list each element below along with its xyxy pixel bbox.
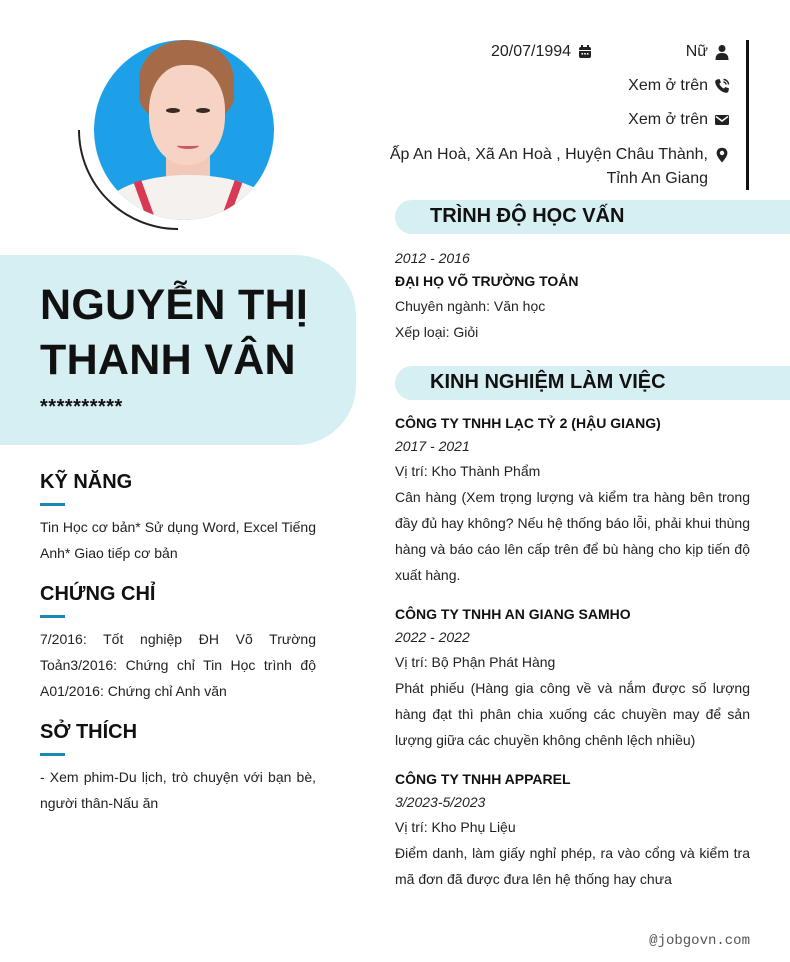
phone-icon (714, 78, 730, 94)
certificates-section (40, 583, 316, 704)
job-position: Vị trí: Kho Thành Phẩm (395, 463, 541, 479)
envelope-icon (714, 112, 730, 128)
skills-text: Tin Học cơ bản* Sử dụng Word, Excel Tiếng Anh* Giao tiếp cơ bản (40, 519, 316, 561)
job-description: Điểm danh, làm giấy nghỉ phép, ra vào cổng và kiểm tra mã đơn đã được đưa lên hệ thống hay chưa (395, 845, 750, 887)
contact-dob (491, 40, 593, 64)
job-period: 2022 - 2022 (395, 629, 470, 645)
contact-phone[interactable] (628, 74, 730, 98)
section-title: KỸ NĂNG (40, 471, 133, 493)
address-value (390, 143, 708, 191)
experience-item (395, 768, 750, 892)
section-title: CHỨNG CHỈ (40, 583, 156, 605)
experience-item (395, 603, 750, 753)
hobbies-text: - Xem phim-Du lịch, trò chuyện với bạn bè, người thân-Nấu ăn (40, 769, 316, 811)
section-title: KINH NGHIỆM LÀM VIỆC (430, 371, 666, 393)
job-description: Cân hàng (Xem trọng lượng và kiểm tra hàng bên trong đầy đủ hay không? Nếu hệ thống báo lỗi, phải khui thùng hàng và báo cáo lên cấp trên để bù hàng cho kịp tiến độ xuất hàng. (395, 489, 750, 583)
skills-section (40, 471, 316, 566)
avatar (94, 40, 274, 220)
education-period: 2012 - 2016 (395, 250, 470, 266)
section-title: TRÌNH ĐỘ HỌC VẤN (430, 205, 625, 227)
experience-item (395, 412, 750, 588)
address-line-2: Tỉnh An Giang (606, 170, 708, 187)
education-grade: Xếp loại: Giỏi (395, 324, 479, 340)
gender-value: Nữ (685, 43, 708, 60)
job-period: 3/2023-5/2023 (395, 794, 486, 810)
avatar-container (78, 30, 278, 230)
contact-address (390, 143, 730, 191)
name-line-2: THANH VÂN (40, 336, 296, 384)
name-line-1: NGUYỄN THỊ (40, 281, 309, 329)
job-position: Vị trí: Bộ Phận Phát Hàng (395, 654, 556, 670)
full-name (40, 278, 308, 388)
job-title: ********** (40, 396, 123, 418)
job-position: Vị trí: Kho Phụ Liệu (395, 819, 516, 835)
job-period: 2017 - 2021 (395, 438, 470, 454)
education-item (395, 247, 750, 345)
company-name: CÔNG TY TNHH APPAREL (395, 771, 571, 787)
hobbies-section (40, 721, 316, 816)
section-underline (40, 503, 65, 506)
email-value[interactable]: Xem ở trên (628, 111, 708, 128)
contact-gender (686, 40, 730, 64)
education-header (395, 200, 790, 234)
dob-value: 20/07/1994 (491, 43, 572, 60)
section-underline (40, 615, 65, 618)
section-underline (40, 753, 65, 756)
company-name: CÔNG TY TNHH AN GIANG SAMHO (395, 606, 631, 622)
contact-email[interactable] (628, 108, 730, 132)
user-icon (714, 44, 730, 60)
calendar-icon (577, 44, 593, 60)
contact-divider (746, 40, 749, 190)
certificates-text: 7/2016: Tốt nghiệp ĐH Võ Trường Toản3/2016: Chứng chỉ Tin Học trình độ A01/2016: Chứng chỉ Anh văn (40, 631, 316, 699)
company-name: CÔNG TY TNHH LẠC TỶ 2 (HẬU GIANG) (395, 415, 661, 431)
experience-header (395, 366, 790, 400)
map-pin-icon (714, 147, 730, 163)
phone-value[interactable]: Xem ở trên (628, 77, 708, 94)
job-description: Phát phiếu (Hàng gia công về và nắm được số lượng hàng đạt thì phân chia xuống các chuyền may để sản lượng giữa các chuyền không chênh lệch nhiều) (395, 680, 750, 748)
section-title: SỞ THÍCH (40, 721, 138, 743)
education-school: ĐẠI HỌ VÕ TRƯỜNG TOẢN (395, 273, 579, 289)
address-line-1: Ấp An Hoà, Xã An Hoà , Huyện Châu Thành, (389, 146, 708, 163)
watermark: @jobgovn.com (649, 933, 750, 949)
education-major: Chuyên ngành: Văn học (395, 298, 546, 314)
